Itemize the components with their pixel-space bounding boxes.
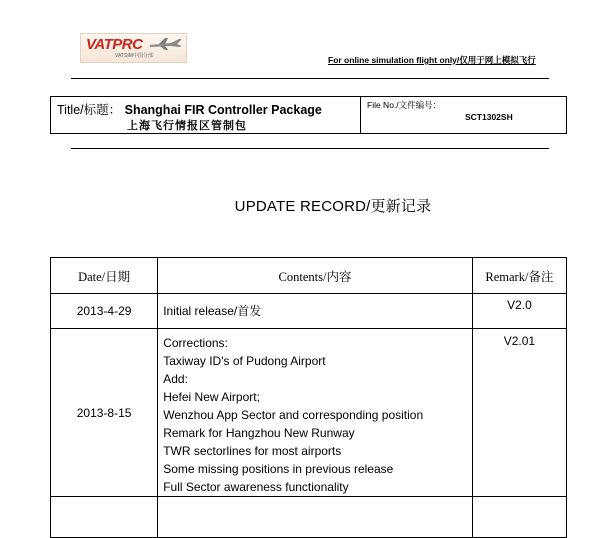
content-line: Full Sector awareness functionality xyxy=(163,480,349,494)
cell-remark: V2.0 xyxy=(472,294,566,329)
column-header-contents: Contents/内容 xyxy=(158,258,473,294)
table-header-row xyxy=(51,258,567,294)
content-line: Corrections: xyxy=(163,336,228,350)
document-title: Shanghai FIR Controller Package xyxy=(124,103,322,117)
column-header-date: Date/日期 xyxy=(51,258,158,294)
cell-contents xyxy=(158,294,473,329)
top-rule xyxy=(71,78,549,79)
cell-contents xyxy=(158,329,473,497)
logo-subtext: VATSIM中国分部 xyxy=(115,53,153,59)
content-line: Taxiway ID's of Pudong Airport xyxy=(163,354,326,368)
page-heading: UPDATE RECORD/更新记录 xyxy=(234,198,432,215)
file-number-value: SCT1302SH xyxy=(465,112,513,122)
update-record-table xyxy=(50,257,567,538)
cell-remark xyxy=(472,497,566,538)
vatprc-logo xyxy=(80,33,187,63)
title-label: Title/标题： xyxy=(57,103,122,117)
table-row xyxy=(51,329,567,497)
cell-date xyxy=(51,497,158,538)
document-title-cn: 上海飞行情报区管制包 xyxy=(127,119,247,132)
content-line: TWR sectorlines for most airports xyxy=(163,444,342,458)
content-line: Some missing positions in previous release xyxy=(163,462,394,476)
content-line: Wenzhou App Sector and corresponding position xyxy=(163,408,424,422)
content-line: Add: xyxy=(163,372,188,386)
title-rule xyxy=(71,148,549,149)
file-number-label: File No./文件编号： xyxy=(367,100,442,110)
content-line: Initial release/首发 xyxy=(163,304,262,318)
airplane-icon xyxy=(149,37,183,51)
content-line: Hefei New Airport; xyxy=(163,390,260,404)
cell-remark: V2.01 xyxy=(472,329,566,497)
content-line: Remark for Hangzhou New Runway xyxy=(163,426,355,440)
cell-date: 2013-8-15 xyxy=(51,329,158,497)
online-use-note: For online simulation flight only/仅用于网上模拟飞行 xyxy=(328,55,536,65)
title-divider xyxy=(360,97,361,133)
table-row xyxy=(51,294,567,329)
cell-date: 2013-4-29 xyxy=(51,294,158,329)
column-header-remark: Remark/备注 xyxy=(472,258,566,294)
title-line xyxy=(57,100,322,118)
logo-text: VATPRC xyxy=(86,36,143,53)
table-row xyxy=(51,497,567,538)
cell-contents xyxy=(158,497,473,538)
title-block xyxy=(50,96,567,134)
